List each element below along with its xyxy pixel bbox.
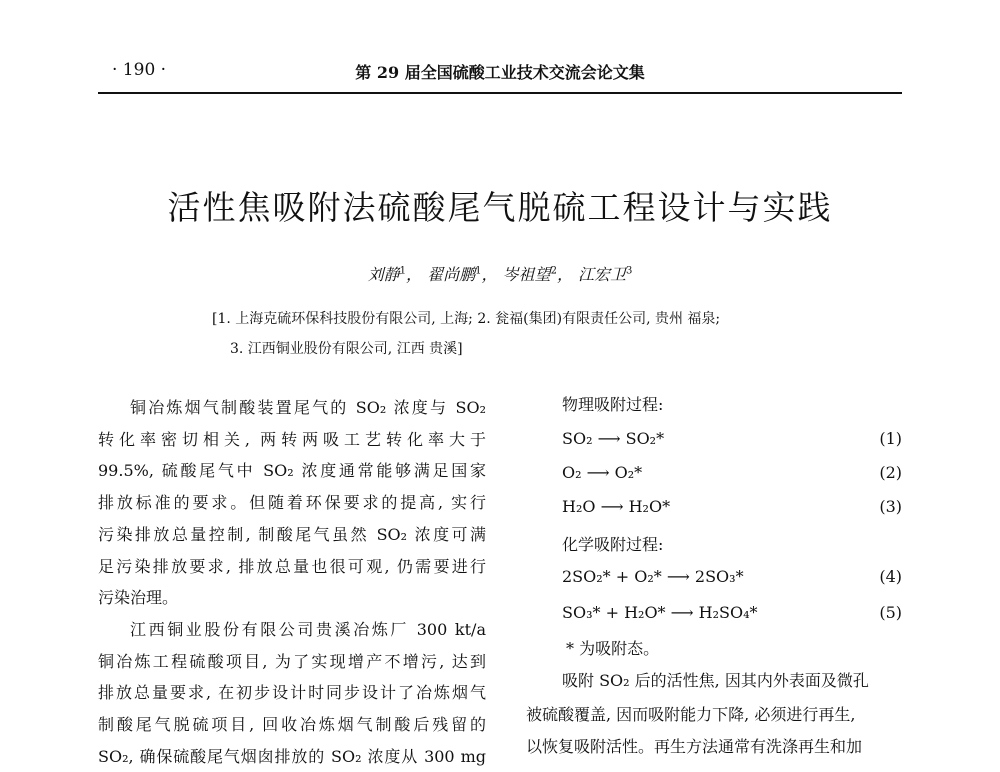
equation-number: (1) [879,429,902,448]
equation-formula: O₂ ⟶ O₂* [562,463,643,482]
author-name: 刘静 [367,265,400,284]
page-number: · 190 · [112,60,167,80]
equation-formula: SO₂ ⟶ SO₂* [562,429,665,448]
footnote-note: * 为吸附态。 [566,639,660,658]
equation-number: (5) [879,603,902,622]
equation-formula: 2SO₂* + O₂* ⟶ 2SO₃* [562,567,744,586]
author-affiliation-mark: 2 [550,265,557,277]
text-line: 污染排放总量控制, 制酸尾气虽然 SO₂ 浓度可满 [98,524,486,544]
text-line: 被硫酸覆盖, 因而吸附能力下降, 必须进行再生, [526,705,856,724]
text-line: 以恢复吸附活性。再生方法通常有洗涤再生和加 [526,737,863,756]
body-paragraph [98,614,486,772]
equation-row [526,562,902,592]
text-line: 足污染排放要求, 排放总量也很可观, 仍需要进行 [98,556,486,576]
author-list: 刘静$^1$， 翟尚鹏$^1$， 岑祖望$^2$， 江宏卫$^3$ [367,265,633,284]
author-name: 翟尚鹏 [427,265,476,284]
equation-row [526,424,902,454]
author-affiliation-mark: 1 [399,265,406,277]
header-rule [98,92,902,94]
text-line: SO₂, 确保硫酸尾气烟囱排放的 SO₂ 浓度从 300 mg [98,746,486,766]
text-line: 污染治理。 [98,588,179,608]
author-affiliation-mark: 1 [475,265,482,277]
text-line: 转化率密切相关, 两转两吸工艺转化率大于 [98,429,486,449]
equation-number: (3) [879,497,902,516]
text-line: 制酸尾气脱硫项目, 回收冶炼烟气制酸后残留的 [98,715,486,735]
running-title: 第 29 届全国硫酸工业技术交流会论文集 [355,63,645,82]
equation-row [526,458,902,488]
equation-row [526,492,902,522]
text-line: 吸附 SO₂ 后的活性焦, 因其内外表面及微孔 [562,671,869,690]
article-title: 活性焦吸附法硫酸尾气脱硫工程设计与实践 [167,188,833,227]
text-line: 排放总量要求, 在初步设计时同步设计了冶炼烟气 [98,683,486,703]
text-line: 铜冶炼烟气制酸装置尾气的 SO₂ 浓度与 SO₂ [130,398,486,417]
author-name: 江宏卫 [578,265,627,284]
body-paragraph [98,392,486,614]
author-affiliation-mark: 3 [626,265,633,277]
affiliation-line: 3. 江西铜业股份有限公司, 江西 贵溪] [230,341,463,357]
text-line: 铜冶炼工程硫酸项目, 为了实现增产不增污, 达到 [98,651,486,671]
text-line: 江西铜业股份有限公司贵溪冶炼厂 300 kt/a [130,619,486,639]
equation-formula: H₂O ⟶ H₂O* [562,497,671,516]
body-column-left [98,392,486,772]
affiliation-line: [1. 上海克硫环保科技股份有限公司, 上海; 2. 瓮福(集团)有限责任公司, 贵州 福泉; [212,311,721,327]
equation-number: (4) [879,567,902,586]
equation-number: (2) [879,463,902,482]
text-line: 排放标准的要求。但随着环保要求的提高, 实行 [98,493,486,513]
equation-row [526,598,902,628]
section-heading: 化学吸附过程: [562,535,664,554]
text-line: 99.5%, 硫酸尾气中 SO₂ 浓度通常能够满足国家 [98,461,486,481]
equation-formula: SO₃* + H₂O* ⟶ H₂SO₄* [562,603,758,622]
section-heading: 物理吸附过程: [562,395,664,414]
author-name: 岑祖望 [502,265,551,284]
